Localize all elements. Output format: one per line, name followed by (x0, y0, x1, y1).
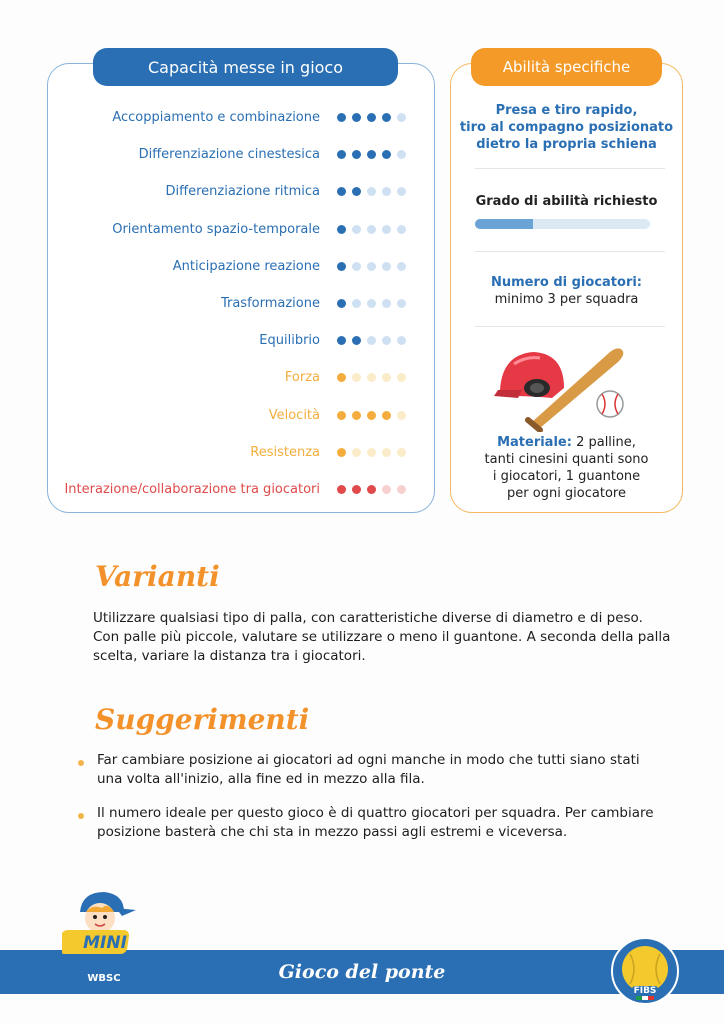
divider (475, 326, 665, 327)
rating-dot-empty (382, 225, 391, 234)
rating-dot-empty (352, 373, 361, 382)
rating-dot-empty (397, 299, 406, 308)
skills-card-title: Capacità messe in gioco (93, 48, 398, 86)
mini-logo-text: MINI (83, 933, 127, 953)
rating-dot-empty (382, 187, 391, 196)
rating-dot-filled (352, 485, 361, 494)
rating-dot-empty (397, 113, 406, 122)
material-label: Materiale: (497, 435, 572, 450)
players-label: Numero di giocatori: (490, 275, 643, 290)
divider (475, 251, 665, 252)
footer-title: Gioco del ponte (278, 961, 446, 983)
rating-dot-filled (367, 150, 376, 159)
skill-rating (337, 336, 406, 345)
skills-list (47, 107, 435, 507)
skill-rating (337, 299, 406, 308)
equipment-illustration (492, 340, 642, 432)
rating-dot-empty (352, 262, 361, 271)
rating-dot-filled (382, 150, 391, 159)
skill-rating (337, 187, 406, 196)
skill-row (47, 405, 435, 427)
rating-dot-empty (397, 262, 406, 271)
rating-dot-filled (367, 113, 376, 122)
rating-dot-filled (337, 150, 346, 159)
suggerimento-item (97, 804, 697, 842)
fibs-text: FIBS (633, 986, 657, 996)
rating-dot-empty (382, 299, 391, 308)
rating-dot-empty (397, 485, 406, 494)
rating-dot-filled (382, 411, 391, 420)
divider (475, 168, 665, 169)
skill-row (47, 219, 435, 241)
skill-row (47, 367, 435, 389)
rating-dot-empty (367, 299, 376, 308)
skill-row (47, 256, 435, 278)
suggerimento-item (97, 751, 697, 789)
varianti-text (93, 609, 693, 666)
rating-dot-filled (352, 113, 361, 122)
rating-dot-filled (337, 299, 346, 308)
rating-dot-filled (352, 150, 361, 159)
skill-label: Accoppiamento e combinazione (112, 110, 320, 125)
material-info (450, 434, 683, 502)
difficulty-label: Grado di abilità richiesto (475, 194, 658, 209)
rating-dot-filled (337, 448, 346, 457)
skill-label: Differenziazione ritmica (165, 184, 320, 200)
rating-dot-empty (382, 336, 391, 345)
skill-row (47, 442, 435, 464)
suggerimento-line: una volta all'inizio, alla fine ed in mezzo alla fila. (97, 771, 425, 787)
skill-label: Velocità (268, 407, 320, 423)
rating-dot-empty (397, 411, 406, 420)
rating-dot-filled (352, 187, 361, 196)
skill-label: Forza (284, 370, 320, 386)
skill-rating (337, 373, 406, 382)
skill-rating (337, 485, 406, 494)
rating-dot-empty (397, 448, 406, 457)
rating-dot-empty (382, 373, 391, 382)
skill-row (47, 107, 435, 129)
skill-description-line: dietro la propria schiena (476, 137, 657, 152)
rating-dot-empty (367, 336, 376, 345)
suggerimento-line: Far cambiare posizione ai giocatori ad ogni manche in modo che tutti siano stati (97, 752, 640, 768)
rating-dot-empty (382, 262, 391, 271)
skill-row (47, 479, 435, 501)
baseball-icon (597, 391, 623, 417)
material-line: tanti cinesini quanti sono (484, 452, 649, 467)
rating-dot-empty (367, 187, 376, 196)
rating-dot-empty (367, 448, 376, 457)
difficulty-bar-fill (475, 219, 533, 229)
rating-dot-empty (397, 150, 406, 159)
rating-dot-filled (337, 336, 346, 345)
rating-dot-empty (382, 448, 391, 457)
rating-dot-filled (337, 373, 346, 382)
rating-dot-filled (352, 336, 361, 345)
rating-dot-empty (382, 485, 391, 494)
rating-dot-empty (367, 225, 376, 234)
varianti-line: scelta, variare la distanza tra i giocatori. (93, 648, 366, 664)
rating-dot-empty (352, 448, 361, 457)
rating-dot-filled (367, 411, 376, 420)
specific-skills-title: Abilità specifiche (471, 48, 662, 86)
skill-rating (337, 448, 406, 457)
skill-rating (337, 411, 406, 420)
rating-dot-empty (367, 262, 376, 271)
skill-rating (337, 113, 406, 122)
rating-dot-empty (397, 373, 406, 382)
rating-dot-empty (352, 225, 361, 234)
rating-dot-filled (367, 485, 376, 494)
bullet-icon (78, 760, 84, 766)
skill-rating (337, 262, 406, 271)
skill-label: Resistenza (250, 444, 320, 460)
wbsc-text: WBSC (87, 973, 121, 984)
rating-dot-filled (382, 113, 391, 122)
rating-dot-empty (352, 299, 361, 308)
skill-row (47, 181, 435, 203)
skill-row (47, 330, 435, 352)
material-line: 2 palline, (576, 435, 636, 450)
skill-row (47, 293, 435, 315)
rating-dot-empty (397, 225, 406, 234)
rating-dot-empty (397, 187, 406, 196)
material-line: per ogni giocatore (507, 486, 626, 501)
rating-dot-empty (367, 373, 376, 382)
suggerimento-line: Il numero ideale per questo gioco è di quattro giocatori per squadra. Per cambiare (97, 805, 654, 821)
skill-label: Equilibrio (259, 333, 320, 349)
rating-dot-filled (337, 485, 346, 494)
skill-label: Differenziazione cinestesica (138, 147, 320, 163)
skill-label: Orientamento spazio-temporale (112, 221, 320, 237)
difficulty-bar (475, 219, 650, 229)
rating-dot-filled (337, 225, 346, 234)
varianti-line: Con palle più piccole, valutare se utilizzare o meno il guantone. A seconda della palla (93, 629, 671, 645)
skill-description-line: Presa e tiro rapido, (495, 103, 638, 118)
rating-dot-filled (352, 411, 361, 420)
skill-label: Interazione/collaborazione tra giocatori (64, 482, 320, 497)
rating-dot-filled (337, 187, 346, 196)
material-line: i giocatori, 1 guantone (492, 469, 641, 484)
players-info (450, 274, 683, 308)
varianti-line: Utilizzare qualsiasi tipo di palla, con caratteristiche diverse di diametro e di peso. (93, 610, 643, 626)
skill-row (47, 144, 435, 166)
rating-dot-filled (337, 411, 346, 420)
suggerimenti-title: Suggerimenti (95, 703, 310, 736)
skill-description (450, 102, 683, 153)
skill-rating (337, 225, 406, 234)
baseball-helmet-icon (494, 352, 564, 398)
suggerimento-line: posizione basterà che chi sta in mezzo passi agli estremi e viceversa. (97, 824, 568, 840)
skill-label: Trasformazione (220, 296, 320, 311)
rating-dot-empty (397, 336, 406, 345)
skill-rating (337, 150, 406, 159)
rating-dot-filled (337, 113, 346, 122)
rating-dot-filled (337, 262, 346, 271)
players-value: minimo 3 per squadra (494, 292, 639, 307)
bullet-icon (78, 813, 84, 819)
varianti-title: Varianti (95, 560, 220, 593)
skill-label: Anticipazione reazione (172, 258, 320, 274)
skill-description-line: tiro al compagno posizionato (459, 120, 674, 135)
